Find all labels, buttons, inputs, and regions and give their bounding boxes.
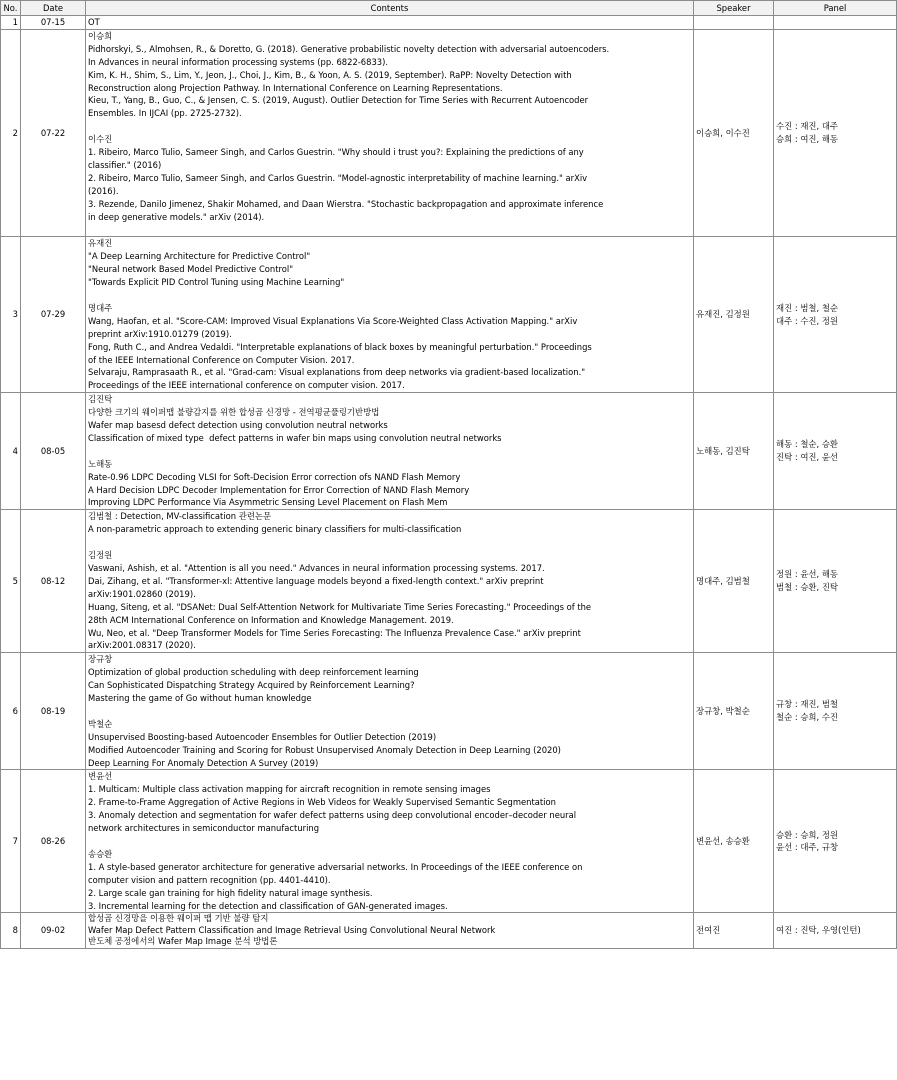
contents-line: Wu, Neo, et al. "Deep Transformer Models for Time Series Forecasting: The Influenza Prevalence Case." arXiv preprint	[88, 627, 581, 638]
contents-line: Pidhorskyi, S., Almohsen, R., & Doretto, G. (2018). Generative probabilistic novelty detection with adversarial autoencoders.	[88, 43, 610, 54]
row-speaker: 유재진, 김정원	[694, 237, 774, 393]
header-panel: Panel	[774, 1, 897, 16]
row-number: 4	[1, 393, 21, 510]
row-number: 2	[1, 29, 21, 236]
panel-line: 재진 : 범철, 철순	[776, 302, 839, 313]
row-date: 07-15	[21, 16, 86, 30]
contents-line: Reconstruction along Projection Pathway. In International Conference on Learning Representations.	[88, 82, 503, 93]
blank-line	[88, 705, 691, 718]
contents-line: classifier." (2016)	[88, 159, 162, 170]
table-row	[1, 510, 897, 653]
contents-line: 1. A style-based generator architecture for generative adversarial networks. In Proceedings of the IEEE conference on	[88, 861, 583, 872]
contents-line: 3. Rezende, Danilo Jimenez, Shakir Mohamed, and Daan Wierstra. "Stochastic backpropagation and approximate inference	[88, 198, 604, 209]
panel-line: 철순 : 승희, 수진	[776, 712, 839, 723]
blank-line	[88, 445, 691, 458]
panel-line: 진탁 : 여진, 윤선	[776, 452, 839, 463]
row-panel	[774, 913, 897, 949]
row-speaker: 노해동, 김진탁	[694, 393, 774, 510]
contents-line: Modified Autoencoder Training and Scoring for Robust Unsupervised Anomaly Detection in Deep Learning (2020)	[88, 744, 561, 755]
contents-line: "Neural network Based Model Predictive Control"	[88, 264, 294, 275]
row-panel	[774, 393, 897, 510]
contents-line: 장규창	[88, 654, 113, 665]
table-row	[1, 653, 897, 770]
panel-line: 대주 : 수진, 정원	[776, 315, 839, 326]
contents-line: Fong, Ruth C., and Andrea Vedaldi. "Interpretable explanations of black boxes by meaningful perturbation." Proceedings	[88, 341, 592, 352]
contents-line: in deep generative models." arXiv (2014).	[88, 211, 265, 222]
contents-line: 김진탁	[88, 394, 113, 405]
contents-line: Wafer Map Defect Pattern Classification and Image Retrieval Using Convolutional Neural Network	[88, 924, 496, 935]
row-number: 3	[1, 237, 21, 393]
panel-line: 여진 : 진탁, 우영(인턴)	[776, 925, 861, 936]
contents-line: arXiv:1901.02860 (2019).	[88, 588, 196, 599]
blank-line	[88, 835, 691, 848]
contents-line: 이승희	[88, 30, 113, 41]
contents-line: OT	[88, 17, 100, 27]
row-contents	[86, 770, 694, 913]
row-contents	[86, 16, 694, 30]
contents-line: Selvaraju, Ramprasaath R., et al. "Grad-cam: Visual explanations from deep networks via gradient-based localization."	[88, 367, 586, 378]
row-contents	[86, 653, 694, 770]
panel-line: 범철 : 승환, 진탁	[776, 582, 839, 593]
contents-line: 2. Large scale gan training for high fidelity natural image synthesis.	[88, 887, 373, 898]
contents-line: 반도체 공정에서의 Wafer Map Image 분석 방법론	[88, 936, 278, 947]
contents-line: 3. Incremental learning for the detection and classification of GAN-generated images.	[88, 900, 448, 911]
row-contents	[86, 29, 694, 236]
header-contents: Contents	[86, 1, 694, 16]
table-body	[1, 16, 897, 949]
contents-line: 변윤선	[88, 771, 113, 782]
row-date: 08-26	[21, 770, 86, 913]
blank-line	[88, 289, 691, 302]
contents-line: 1. Multicam: Multiple class activation mapping for aircraft recognition in remote sensing images	[88, 784, 491, 795]
contents-line: 2. Frame-to-Frame Aggregation of Active Regions in Web Videos for Weakly Supervised Semantic Segmentation	[88, 797, 556, 808]
contents-line: 유재진	[88, 238, 113, 249]
contents-line: Rate-0.96 LDPC Decoding VLSI for Soft-Decision Error correction ofs NAND Flash Memory	[88, 471, 461, 482]
contents-line: (2016).	[88, 185, 119, 196]
contents-line: Dai, Zihang, et al. "Transformer-xl: Attentive language models beyond a fixed-length context." arXiv preprint	[88, 575, 544, 586]
contents-line: preprint arXiv:1910.01279 (2019).	[88, 328, 232, 339]
table-row	[1, 16, 897, 30]
row-speaker: 전여진	[694, 913, 774, 949]
contents-line: 김범철 : Detection, MV-classification 관련논문	[88, 511, 272, 522]
row-speaker: 이승희, 이수진	[694, 29, 774, 236]
row-panel	[774, 29, 897, 236]
contents-line: 박철순	[88, 718, 113, 729]
table-row	[1, 29, 897, 236]
contents-line: 김정원	[88, 550, 113, 561]
contents-line: Improving LDPC Performance Via Asymmetric Sensing Level Placement on Flash Mem	[88, 497, 448, 508]
table-row	[1, 393, 897, 510]
row-speaker	[694, 16, 774, 30]
contents-line: network architectures in semiconductor manufacturing	[88, 823, 320, 834]
contents-line: 2. Ribeiro, Marco Tulio, Sameer Singh, and Carlos Guestrin. "Model-agnostic interpretability of machine learning." arXiv	[88, 172, 588, 183]
row-number: 6	[1, 653, 21, 770]
row-speaker: 장규창, 박철순	[694, 653, 774, 770]
blank-line	[88, 223, 691, 236]
row-speaker: 명대주, 김범철	[694, 510, 774, 653]
contents-line: 합성곱 신경망을 이용한 웨이퍼 맵 기반 불량 탐지	[88, 913, 269, 924]
contents-line: 노해동	[88, 458, 113, 469]
panel-line: 승희 : 여진, 해동	[776, 134, 839, 145]
row-contents	[86, 510, 694, 653]
contents-line: Ensembles. In IJCAI (pp. 2725-2732).	[88, 108, 242, 119]
panel-line: 정원 : 윤선, 해동	[776, 569, 839, 580]
contents-line: 이수진	[88, 134, 113, 145]
contents-line: 1. Ribeiro, Marco Tulio, Sameer Singh, and Carlos Guestrin. "Why should i trust you?: Explaining the predictions of any	[88, 147, 584, 158]
row-contents	[86, 913, 694, 949]
row-date: 09-02	[21, 913, 86, 949]
panel-line: 윤선 : 대주, 규창	[776, 842, 839, 853]
row-date: 08-19	[21, 653, 86, 770]
contents-line: 송승환	[88, 848, 113, 859]
contents-line: Optimization of global production scheduling with deep reinforcement learning	[88, 667, 419, 678]
row-date: 07-29	[21, 237, 86, 393]
row-panel	[774, 653, 897, 770]
row-contents	[86, 237, 694, 393]
row-date: 08-05	[21, 393, 86, 510]
blank-line	[88, 536, 691, 549]
row-date: 07-22	[21, 29, 86, 236]
panel-line: 수진 : 재진, 대주	[776, 121, 839, 132]
row-contents	[86, 393, 694, 510]
contents-line: Kim, K. H., Shim, S., Lim, Y., Jeon, J., Choi, J., Kim, B., & Yoon, A. S. (2019, September). RaPP: Novelty Detection with	[88, 69, 572, 80]
contents-line: A Hard Decision LDPC Decoder Implementation for Error Correction of NAND Flash Memory	[88, 484, 470, 495]
contents-line: Kieu, T., Yang, B., Guo, C., & Jensen, C. S. (2019, August). Outlier Detection for Time Series with Recurrent Autoencoder	[88, 95, 589, 106]
panel-line: 해동 : 철순, 승환	[776, 439, 839, 450]
panel-line: 승환 : 승희, 정원	[776, 829, 839, 840]
contents-line: Classification of mixed type defect patterns in wafer bin maps using convolution neutral networks	[88, 432, 502, 443]
contents-line: 명대주	[88, 302, 113, 313]
row-number: 5	[1, 510, 21, 653]
contents-line: 28th ACM International Conference on Information and Knowledge Management. 2019.	[88, 614, 454, 625]
contents-line: Deep Learning For Anomaly Detection A Survey (2019)	[88, 757, 319, 768]
row-panel	[774, 510, 897, 653]
row-number: 7	[1, 770, 21, 913]
contents-line: "Towards Explicit PID Control Tuning using Machine Learning"	[88, 277, 345, 288]
contents-line: arXiv:2001.08317 (2020).	[88, 640, 196, 651]
row-panel	[774, 16, 897, 30]
contents-line: Wang, Haofan, et al. "Score-CAM: Improved Visual Explanations Via Score-Weighted Class Activation Mapping." arXiv	[88, 315, 578, 326]
header-date: Date	[21, 1, 86, 16]
contents-line: computer vision and pattern recognition (pp. 4401-4410).	[88, 874, 331, 885]
contents-line: A non-parametric approach to extending generic binary classifiers for multi-classification	[88, 524, 462, 535]
contents-line: 다양한 크기의 웨이퍼맵 불량감지를 위한 합성곱 신경망 - 전역평균풀링기반방법	[88, 407, 380, 418]
row-number: 1	[1, 16, 21, 30]
blank-line	[88, 120, 691, 133]
contents-line: "A Deep Learning Architecture for Predictive Control"	[88, 251, 311, 262]
contents-line: Vaswani, Ashish, et al. "Attention is all you need." Advances in neural information processing systems. 2017.	[88, 562, 545, 573]
header-speaker: Speaker	[694, 1, 774, 16]
contents-line: Can Sophisticated Dispatching Strategy Acquired by Reinforcement Learning?	[88, 680, 415, 691]
header-no: No.	[1, 1, 21, 16]
table-row	[1, 237, 897, 393]
row-number: 8	[1, 913, 21, 949]
contents-line: In Advances in neural information processing systems (pp. 6822-6833).	[88, 56, 389, 67]
table-row	[1, 770, 897, 913]
table-row	[1, 913, 897, 949]
row-panel	[774, 237, 897, 393]
contents-line: Wafer map basesd defect detection using convolution neutral networks	[88, 420, 388, 431]
contents-line: Unsupervised Boosting-based Autoencoder Ensembles for Outlier Detection (2019)	[88, 731, 437, 742]
row-speaker: 변윤선, 송승환	[694, 770, 774, 913]
contents-line: Mastering the game of Go without human knowledge	[88, 693, 312, 704]
contents-line: Huang, Siteng, et al. "DSANet: Dual Self-Attention Network for Multivariate Time Series Forecasting." Proceedings of the	[88, 601, 592, 612]
contents-line: Proceedings of the IEEE international conference on computer vision. 2017.	[88, 380, 405, 391]
contents-line: 3. Anomaly detection and segmentation for wafer defect patterns using deep convolutional encoder–decoder neural	[88, 810, 577, 821]
contents-line: of the IEEE International Conference on Computer Vision. 2017.	[88, 354, 355, 365]
row-date: 08-12	[21, 510, 86, 653]
panel-line: 규창 : 재진, 범철	[776, 699, 839, 710]
header-row	[1, 1, 897, 16]
row-panel	[774, 770, 897, 913]
